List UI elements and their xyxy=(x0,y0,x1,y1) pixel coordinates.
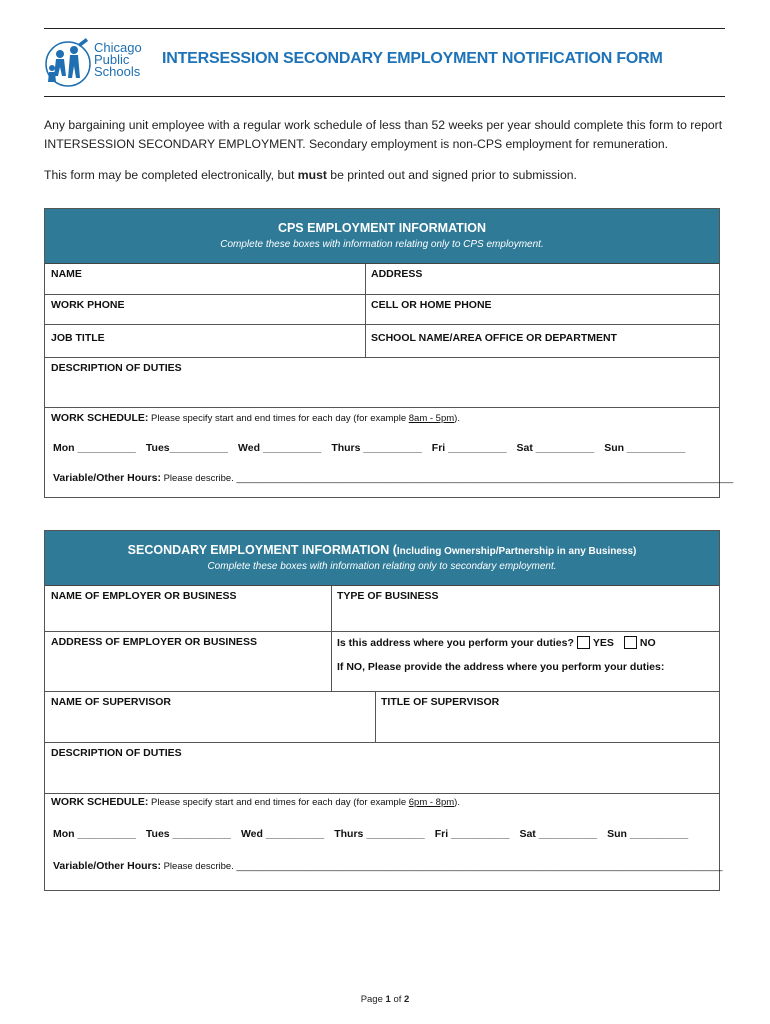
cps-employment-section xyxy=(44,208,734,498)
address-field[interactable]: ADDRESS xyxy=(371,268,423,280)
secondary-section-title: SECONDARY EMPLOYMENT INFORMATION (Including Ownership/Partnership in any Business) xyxy=(127,543,637,557)
logo-wordmark: Chicago Public Schools xyxy=(94,40,142,79)
column-divider xyxy=(365,264,366,357)
duties-field[interactable]: DESCRIPTION OF DUTIES xyxy=(45,357,719,407)
secondary-section-subtitle: Complete these boxes with information relating only to secondary employment. xyxy=(207,561,557,572)
cps-logo xyxy=(44,34,156,92)
column-divider xyxy=(331,586,332,691)
employer-address-field[interactable]: ADDRESS OF EMPLOYER OR BUSINESS xyxy=(45,631,331,691)
variable-hours-line[interactable]: Variable/Other Hours: Please describe. ______________________________________________________________________________________________ xyxy=(53,472,734,484)
secondary-schedule-days-row[interactable]: Mon __________ Tues __________ Wed __________ Thurs __________ Fri __________ Sat __________ Sun __________ xyxy=(53,828,689,840)
cps-section-title: CPS EMPLOYMENT INFORMATION xyxy=(277,221,487,235)
business-type-field[interactable]: TYPE OF BUSINESS xyxy=(337,590,439,602)
cps-section-header xyxy=(45,209,719,264)
supervisor-name-field[interactable]: NAME OF SUPERVISOR xyxy=(45,691,375,742)
header-rule xyxy=(44,96,725,97)
secondary-section-header xyxy=(45,531,719,586)
name-field[interactable]: NAME xyxy=(51,268,82,280)
secondary-duties-field[interactable]: DESCRIPTION OF DUTIES xyxy=(45,742,719,793)
employer-name-field[interactable]: NAME OF EMPLOYER OR BUSINESS xyxy=(51,590,237,602)
school-field[interactable]: SCHOOL NAME/AREA OFFICE OR DEPARTMENT xyxy=(365,324,719,357)
secondary-work-schedule-block xyxy=(45,793,723,890)
work-phone-field[interactable]: WORK PHONE xyxy=(45,294,365,324)
no-checkbox[interactable] xyxy=(624,636,637,649)
work-schedule-block xyxy=(45,407,734,497)
intro-paragraph: Any bargaining unit employee with a regular work schedule of less than 52 weeks per year should complete this form to report INTERSESSION SECONDARY EMPLOYMENT. Secondary employment is non-CPS employment for remuneration. xyxy=(44,118,723,151)
yes-checkbox[interactable] xyxy=(577,636,590,649)
perform-duties-question: Is this address where you perform your duties? YES NO xyxy=(337,637,656,649)
schedule-days-row[interactable]: Mon __________ Tues__________ Wed __________ Thurs __________ Fri __________ Sat __________ Sun __________ xyxy=(53,442,686,454)
cps-section-subtitle: Complete these boxes with information relating only to CPS employment. xyxy=(220,239,544,250)
form-title: INTERSESSION SECONDARY EMPLOYMENT NOTIFICATION FORM xyxy=(162,50,663,67)
secondary-variable-hours-line[interactable]: Variable/Other Hours: Please describe. ____________________________________________________________________________________________ xyxy=(53,860,723,872)
cell-phone-field[interactable]: CELL OR HOME PHONE xyxy=(365,294,719,324)
secondary-employment-section xyxy=(44,530,723,891)
schools-emblem-icon xyxy=(44,34,94,92)
column-divider xyxy=(375,691,376,742)
schedule-instructions: WORK SCHEDULE: Please specify start and end times for each day (for example 8am - 5pm). xyxy=(51,412,460,424)
perform-duties-block xyxy=(331,631,719,691)
job-title-field[interactable]: JOB TITLE xyxy=(45,324,365,357)
page-footer: Page 1 of 2 xyxy=(360,994,410,1005)
top-rule xyxy=(44,28,725,29)
alt-address-label[interactable]: If NO, Please provide the address where you perform your duties: xyxy=(337,661,665,673)
secondary-schedule-instructions: WORK SCHEDULE: Please specify start and end times for each day (for example 6pm - 8pm). xyxy=(51,796,460,808)
supervisor-title-field[interactable]: TITLE OF SUPERVISOR xyxy=(375,691,719,742)
intro-note: This form may be completed electronically, but must be printed out and signed prior to submission. xyxy=(44,168,577,182)
